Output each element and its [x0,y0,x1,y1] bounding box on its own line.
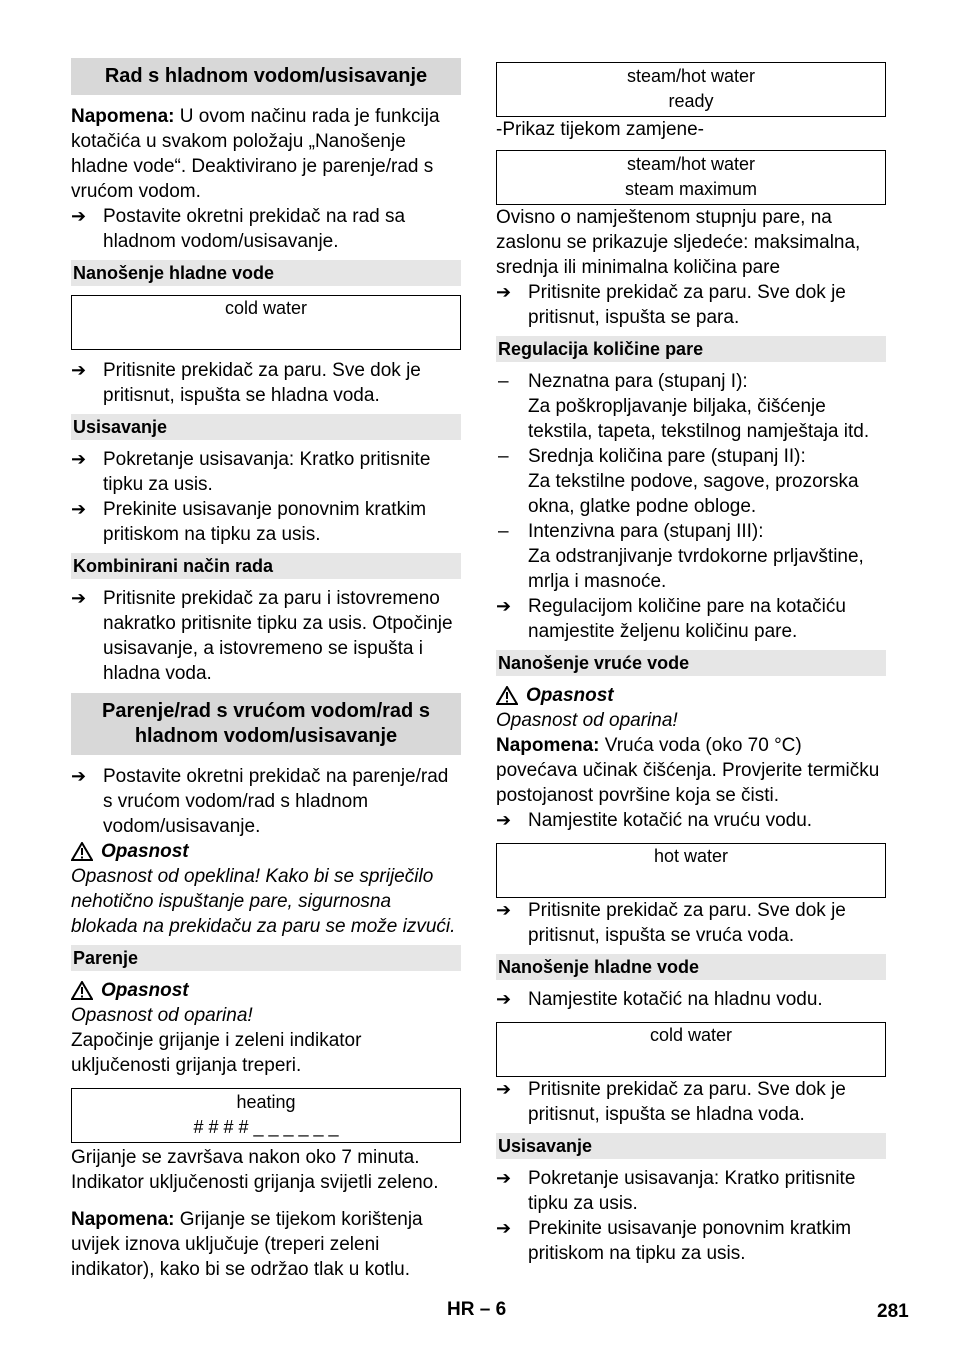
arrow-icon: ➔ [71,766,87,786]
note-2: Napomena: Grijanje se tijekom korištenja uvijek iznova uključuje (treperi zeleni indikator), kako bi se održao tlak u kotlu. [71,1209,423,1280]
level-1: – Neznatna para (stupanj I): Za poškropljavanje biljaka, čišćenje tekstila, tapeta, tekstilnog namještaja itd. [498,371,870,442]
display-steam-maximum: steam/hot water steam maximum [496,150,886,205]
note-3: Napomena: Vruća voda (oko 70 °C) povećava učinak čišćenja. Provjerite termičku postojanost površine koja se čisti. [496,735,880,806]
danger-1: Opasnost [71,839,461,864]
footer-page-number: 281 [877,1301,909,1322]
step-4: ➔ Prekinite usisavanje ponovnim kratkim pritiskom na tipku za usis. [71,499,427,545]
arrow-icon: ➔ [496,1079,512,1099]
step-10: ➔ Pritisnite prekidač za paru. Sve dok je pritisnut, ispušta se vruća voda. [496,900,846,946]
arrow-icon: ➔ [496,596,512,616]
step-14: ➔ Prekinite usisavanje ponovnim kratkim pritiskom na tipku za usis. [496,1218,852,1264]
display-ready: steam/hot water ready [496,62,886,117]
level-3: – Intenzivna para (stupanj III): Za odstranjivanje tvrdokorne prljavštine, mrlja i masnoće. [498,521,864,592]
heating-text: Započinje grijanje i zeleni indikator uključenosti grijanja treperi. [71,1030,362,1076]
step-9: ➔ Namjestite kotačić na vruću vodu. [496,810,813,831]
step-11: ➔ Namjestite kotačić na hladnu vodu. [496,989,823,1010]
danger-1-text: Opasnost od opeklina! Kako bi se spriječilo nehotično ispuštanje pare, sigurnosna blokada na prekidaču za paru se može izvući. [71,866,456,937]
display-hot-water: hot water [496,843,886,898]
arrow-icon: ➔ [496,989,512,1009]
display-cold-water-2: cold water [496,1022,886,1077]
subheading-steaming: Parenje [71,945,461,971]
display-cold-water: cold water [71,295,461,350]
right-column [496,62,886,1266]
arrow-icon: ➔ [496,282,512,302]
heating-done-text: Grijanje se završava nakon oko 7 minuta. Indikator uključenosti grijanja svijetli zeleno. [71,1147,439,1193]
left-column [71,58,461,1282]
warning-triangle-icon [496,686,518,705]
step-7: ➔ Pritisnite prekidač za paru. Sve dok je pritisnut, ispušta se para. [496,282,846,328]
arrow-icon: ➔ [496,1168,512,1188]
steam-level-text: Ovisno o namještenom stupnju pare, na zaslonu se prikazuje sljedeće: maksimalna, srednja ili minimalna količina pare [496,207,861,278]
subheading-suction-2: Usisavanje [496,1133,886,1159]
step-12: ➔ Pritisnite prekidač za paru. Sve dok je pritisnut, ispušta se hladna voda. [496,1079,846,1125]
danger-3-text: Opasnost od oparina! [496,710,678,731]
arrow-icon: ➔ [496,1218,512,1238]
arrow-icon: ➔ [71,449,87,469]
danger-2: Opasnost [71,978,461,1003]
section-heading-cold-suction: Rad s hladnom vodom/usisavanje [71,58,461,95]
warning-triangle-icon [71,842,93,861]
arrow-icon: ➔ [496,810,512,830]
note-1: Napomena: U ovom načinu rada je funkcija kotačića u svakom položaju „Nanošenje hladne vode“. Deaktivirano je parenje/rad s vrućom vodom. [71,106,440,202]
subheading-cold-apply: Nanošenje hladne vode [71,260,461,286]
warning-triangle-icon [71,981,93,1000]
arrow-icon: ➔ [71,206,87,226]
arrow-icon: ➔ [71,360,87,380]
step-8: ➔ Regulacijom količine pare na kotačiću namjestite željenu količinu pare. [496,596,846,642]
subheading-suction: Usisavanje [71,414,461,440]
step-2: ➔ Pritisnite prekidač za paru. Sve dok je pritisnut, ispušta se hladna voda. [71,360,421,406]
step-3: ➔ Pokretanje usisavanja: Kratko pritisnite tipku za usis. [71,449,431,495]
subheading-cold-apply: Nanošenje hladne vode [496,954,886,980]
step-5: ➔ Pritisnite prekidač za paru i istovremeno nakratko pritisnite tipku za usis. Otpočinje usisavanje, a istovremeno se ispušta i hladna voda. [71,588,453,684]
arrow-icon: ➔ [71,499,87,519]
arrow-icon: ➔ [71,588,87,608]
danger-3: Opasnost [496,683,886,708]
alternating-text: -Prikaz tijekom zamjene- [496,119,704,140]
step-6: ➔ Postavite okretni prekidač na parenje/rad s vrućom vodom/rad s hladnom vodom/usisavanje. [71,766,449,837]
subheading-combined: Kombinirani način rada [71,553,461,579]
subheading-hot-apply: Nanošenje vruće vode [496,650,886,676]
arrow-icon: ➔ [496,900,512,920]
danger-2-text: Opasnost od oparina! [71,1005,253,1026]
footer-page-label: HR – 6 [447,1299,507,1320]
step-13: ➔ Pokretanje usisavanja: Kratko pritisnite tipku za usis. [496,1168,856,1214]
level-2: – Srednja količina pare (stupanj II): Za tekstilne podove, sagove, prozorska okna, glatke podne obloge. [498,446,859,517]
display-heating: heating # # # # _ _ _ _ _ _ [71,1088,461,1143]
subheading-regulation: Regulacija količine pare [496,336,886,362]
section-heading-steam-mode: Parenje/rad s vrućom vodom/rad s hladnom vodom/usisavanje [71,693,461,755]
step-1: ➔ Postavite okretni prekidač na rad sa hladnom vodom/usisavanje. [71,206,406,252]
